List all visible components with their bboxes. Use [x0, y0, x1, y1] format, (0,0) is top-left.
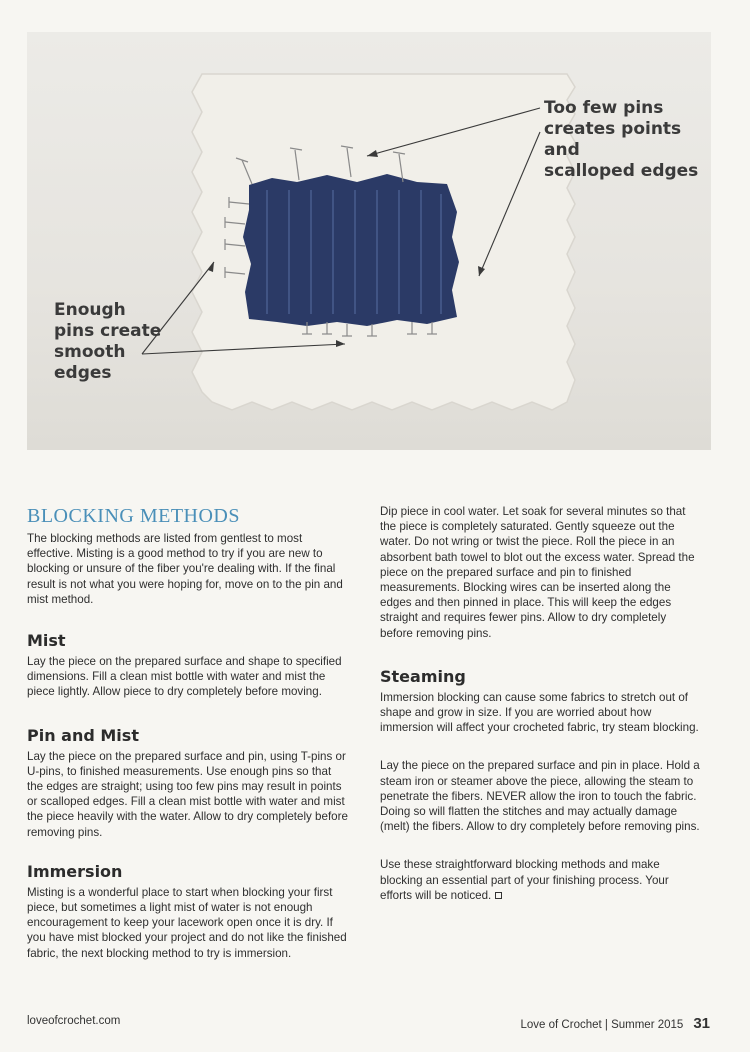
mist-paragraph: Lay the piece on the prepared surface and shape to specified dimensions. Fill a clean mist bottle with water and mist the piece lightly. Allow piece to dry completely before moving. [27, 655, 342, 699]
section-title: BLOCKING METHODS [27, 505, 240, 527]
callout-too-few-pins: Too few pins creates points and scalloped edges [544, 98, 699, 181]
steaming-paragraph-2: Lay the piece on the prepared surface and pin in place. Hold a steam iron or steamer above the piece, allowing the steam to penetrate the fibers. NEVER allow the iron to touch the fabric. Doing so will flatten the stitches and may actually damage (melt) the fibers. Allow to dry completely before removing pins. [380, 759, 700, 834]
pin-and-mist-paragraph: Lay the piece on the prepared surface and pin, using T-pins or U-pins, to finished measurements. Use enough pins so that the edges are straight; using too few pins may result in points or scalloped edges. Fill a clean mist bottle with water and mist the piece heavily with the water. Allow to dry completely before removing pins. [27, 749, 348, 839]
steaming-paragraph: Immersion blocking can cause some fabrics to stretch out of shape and grow in size. If you are worried about how immersion will affect your crocheted fabric, try steam blocking. [380, 690, 699, 735]
footer-website: loveofcrochet.com [27, 1015, 121, 1027]
crochet-swatch [243, 174, 459, 326]
closing-paragraph [380, 857, 702, 903]
page-number: 31 [693, 1015, 710, 1032]
steaming-heading: Steaming [380, 666, 466, 686]
immersion-paragraph: Misting is a wonderful place to start when blocking your first piece, but sometimes a light mist of water is not enough encouragement to keep your lacework open once it is dry. If you have mist blocked your project and do not like the finished fabric, the next blocking method to try is immersion. [27, 885, 347, 960]
closing-text: Use these straightforward blocking methods and make blocking an essential part of your finishing process. Your efforts will be noticed. [380, 858, 669, 902]
right-column [380, 504, 702, 903]
mist-heading: Mist [27, 631, 66, 651]
immersion-continued-paragraph: Dip piece in cool water. Let soak for several minutes so that the piece is completely saturated. Gently squeeze out the water. Do not wring or twist the piece. Roll the piece in an absorbent bath towel to blot out the excess water. Spread the piece on the prepared surface and pin to finished measurements. Blocking wires can be inserted along the edges and then pinned in place. This will keep the edges straight and requires fewer pins. Allow to dry completely before removing pins. [380, 505, 695, 640]
footer-magazine: Love of Crochet | Summer 2015 [520, 1019, 684, 1031]
blocking-illustration [27, 32, 711, 450]
pin-and-mist-heading: Pin and Mist [27, 725, 139, 745]
end-mark-icon [495, 892, 502, 899]
immersion-heading: Immersion [27, 861, 123, 881]
left-column [27, 504, 349, 961]
footer-credit [521, 1015, 710, 1032]
callout-enough-pins: Enough pins create smooth edges [54, 300, 162, 383]
intro-paragraph: The blocking methods are listed from gentlest to most effective. Misting is a good method to try if you are new to blocking or unsure of the fiber you're dealing with. If the final result is not what you were hoping for, move on to the pin and mist method. [27, 532, 343, 606]
blocking-photo [27, 32, 711, 450]
